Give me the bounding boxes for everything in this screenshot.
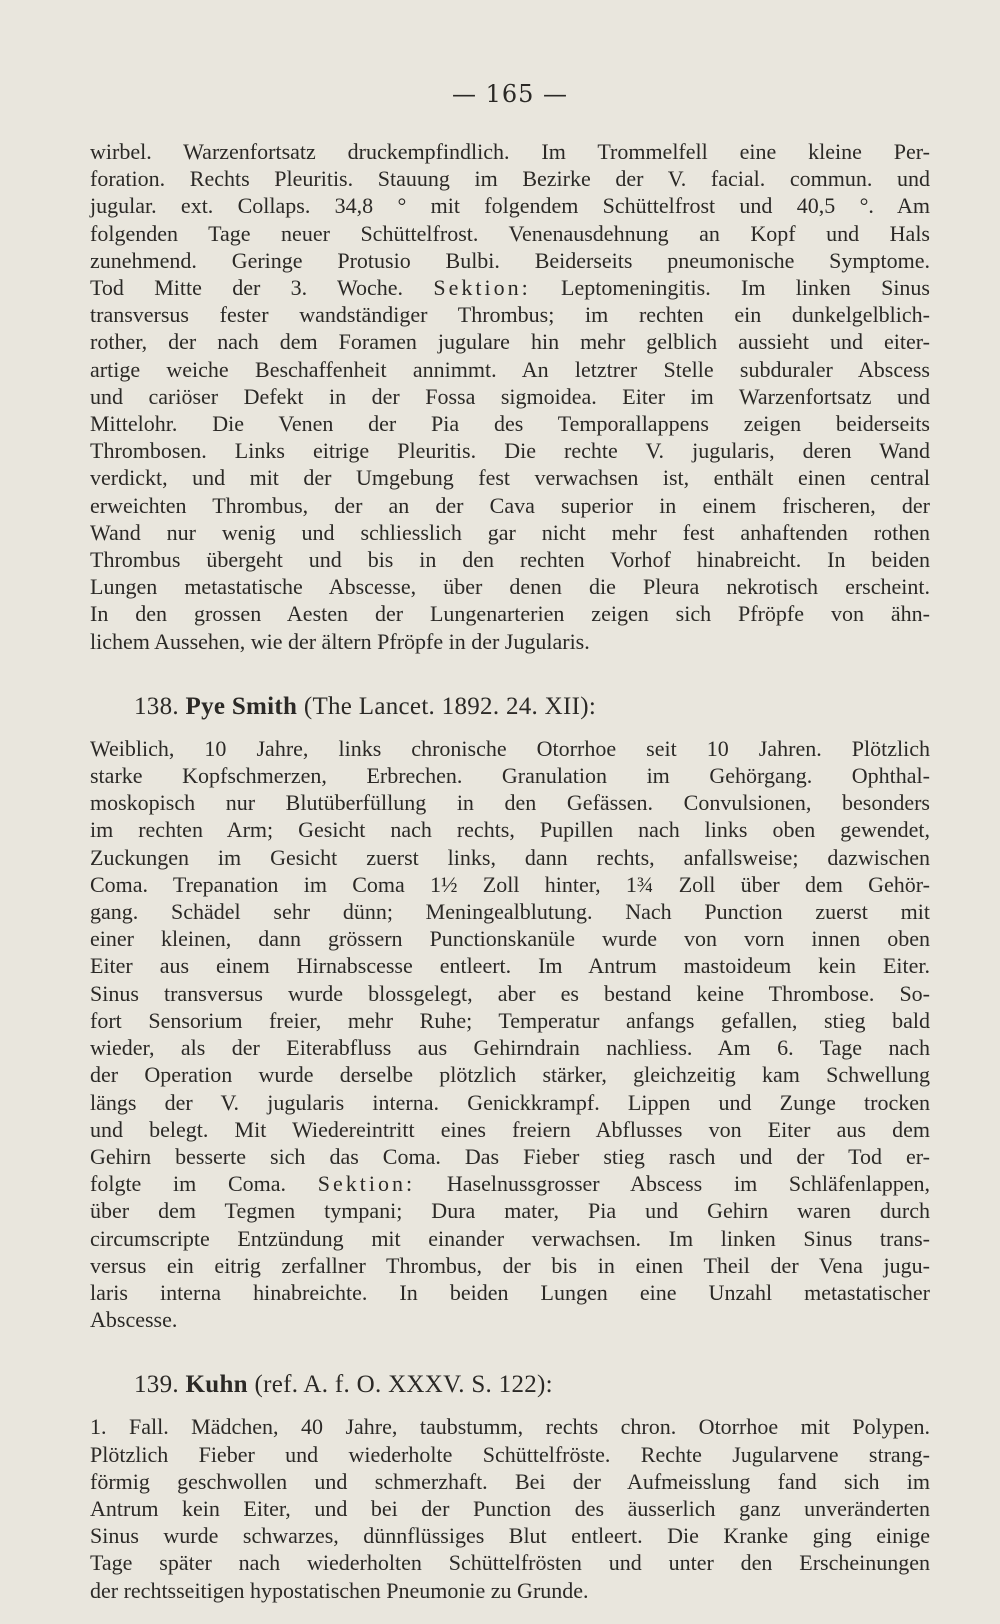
- text-line: Gehirn besserte sich das Coma. Das Fieber stieg rasch und der Tod er-: [90, 1143, 930, 1169]
- case-138-paragraph: [90, 735, 930, 1333]
- text-line: Antrum kein Eiter, und bei der Punction des äusserlich ganz unveränderten: [90, 1495, 930, 1521]
- text-segment: Leptomeningitis. Im linken Sinus: [561, 275, 930, 301]
- text-line: Tage später nach wiederholten Schüttelfrösten und unter den Erscheinungen: [90, 1550, 930, 1576]
- sektion-label: Sektion:: [433, 275, 531, 301]
- text-line-mixed: [90, 274, 930, 301]
- text-line: jugular. ext. Collaps. 34,8 ° mit folgendem Schüttelfrost und 40,5 °. Am: [90, 193, 930, 219]
- text-line: der rechtsseitigen hypostatischen Pneumonie zu Grunde.: [90, 1577, 589, 1603]
- case-number: 138.: [134, 692, 179, 720]
- text-line: In den grossen Aesten der Lungenarterien zeigen sich Pfröpfe von ähn-: [90, 601, 930, 627]
- text-line: artige weiche Beschaffenheit annimmt. An letztrer Stelle subduraler Abscess: [90, 356, 930, 382]
- text-line: Plötzlich Fieber und wiederholte Schüttelfröste. Rechte Jugularvene strang-: [90, 1441, 930, 1467]
- case-author: Pye Smith: [185, 692, 298, 720]
- text-line: 1. Fall. Mädchen, 40 Jahre, taubstumm, rechts chron. Otorrhoe mit Polypen.: [90, 1414, 930, 1440]
- text-line: Thrombus übergeht und bis in den rechten Vorhof hinabreicht. In beiden: [90, 547, 930, 573]
- text-line: Eiter aus einem Hirnabscesse entleert. Im Antrum mastoideum kein Eiter.: [90, 953, 930, 979]
- text-line: Coma. Trepanation im Coma 1½ Zoll hinter, 1¾ Zoll über dem Gehör-: [90, 871, 930, 897]
- text-line: moskopisch nur Blutüberfüllung in den Gefässen. Convulsionen, besonders: [90, 790, 930, 816]
- text-line: Sinus wurde schwarzes, dünnflüssiges Blut entleert. Die Kranke ging einige: [90, 1523, 930, 1549]
- text-line: wirbel. Warzenfortsatz druckempfindlich. Im Trommelfell eine kleine Per-: [90, 139, 930, 164]
- text-line: Sinus transversus wurde blossgelegt, aber es bestand keine Thrombose. So-: [90, 980, 930, 1006]
- text-line: laris interna hinabreichte. In beiden Lungen eine Unzahl metastatischer: [90, 1279, 930, 1305]
- text-line: und belegt. Mit Wiedereintritt eines freiern Abflusses von Eiter aus dem: [90, 1116, 930, 1142]
- text-line: fort Sensorium freier, mehr Ruhe; Temperatur anfangs gefallen, stieg bald: [90, 1007, 930, 1033]
- text-line: längs der V. jugularis interna. Genickkrampf. Lippen und Zunge trocken: [90, 1089, 930, 1115]
- text-segment: Haselnussgrosser Abscess im Schläfenlappen,: [446, 1171, 931, 1197]
- text-line: starke Kopfschmerzen, Erbrechen. Granulation im Gehörgang. Ophthal-: [90, 763, 930, 789]
- text-segment: folgte im Coma.: [90, 1171, 287, 1197]
- text-line: und cariöser Defekt in der Fossa sigmoidea. Eiter im Warzenfortsatz und: [90, 383, 930, 409]
- text-line: Weiblich, 10 Jahre, links chronische Otorrhoe seit 10 Jahren. Plötzlich: [90, 735, 930, 761]
- text-line: der Operation wurde derselbe plötzlich stärker, gleichzeitig kam Schwellung: [90, 1062, 930, 1088]
- case-heading-138: [134, 693, 930, 721]
- case-author: Kuhn: [185, 1371, 248, 1399]
- continuation-paragraph: [90, 138, 930, 655]
- case-heading-139: [134, 1371, 930, 1399]
- sektion-label: Sektion:: [317, 1171, 416, 1197]
- text-line: förmig geschwollen und schmerzhaft. Bei der Aufmeisslung fand sich im: [90, 1468, 930, 1494]
- text-line: gang. Schädel sehr dünn; Meningealblutung. Nach Punction zuerst mit: [90, 899, 930, 925]
- text-line: lichem Aussehen, wie der ältern Pfröpfe in der Jugularis.: [90, 628, 590, 654]
- text-line: verdickt, und mit der Umgebung fest verwachsen ist, enthält einen central: [90, 465, 930, 491]
- text-line: einer kleinen, dann grössern Punctionskanüle wurde von vorn innen oben: [90, 926, 930, 952]
- text-segment: Tod Mitte der 3. Woche.: [90, 275, 404, 301]
- text-line: Zuckungen im Gesicht zuerst links, dann rechts, anfallsweise; dazwischen: [90, 844, 930, 870]
- text-line: erweichten Thrombus, der an der Cava superior in einem frischeren, der: [90, 492, 930, 518]
- text-line: rother, der nach dem Foramen jugulare hin mehr gelblich aussieht und eiter-: [90, 329, 930, 355]
- case-reference: (ref. A. f. O. XXXV. S. 122):: [254, 1371, 553, 1399]
- text-line: über dem Tegmen tympani; Dura mater, Pia und Gehirn waren durch: [90, 1198, 930, 1224]
- text-line: circumscripte Entzündung mit einander verwachsen. Im linken Sinus trans-: [90, 1225, 930, 1251]
- case-number: 139.: [134, 1371, 179, 1399]
- text-line: Thrombosen. Links eitrige Pleuritis. Die rechte V. jugularis, deren Wand: [90, 438, 930, 464]
- text-line: Mittelohr. Die Venen der Pia des Temporallappens zeigen beiderseits: [90, 411, 930, 437]
- text-line-mixed: [90, 1170, 930, 1197]
- text-line: versus ein eitrig zerfallner Thrombus, der bis in einen Theil der Vena jugu-: [90, 1252, 930, 1278]
- text-line: transversus fester wandständiger Thrombus; im rechten ein dunkelgelblich-: [90, 302, 930, 328]
- text-line: wieder, als der Eiterabfluss aus Gehirndrain nachliess. Am 6. Tage nach: [90, 1035, 930, 1061]
- case-139-paragraph: [90, 1413, 930, 1603]
- page-number: — 165 —: [451, 80, 569, 108]
- text-line: Wand nur wenig und schliesslich gar nicht mehr fest anhaftenden rothen: [90, 519, 930, 545]
- text-line: Lungen metastatische Abscesse, über denen die Pleura nekrotisch erscheint.: [90, 574, 930, 600]
- case-reference: (The Lancet. 1892. 24. XII):: [303, 692, 597, 720]
- text-line: Abscesse.: [90, 1307, 178, 1333]
- text-line: folgenden Tage neuer Schüttelfrost. Venenausdehnung an Kopf und Hals: [90, 220, 930, 246]
- text-line: foration. Rechts Pleuritis. Stauung im Bezirke der V. facial. commun. und: [90, 166, 930, 192]
- text-line: im rechten Arm; Gesicht nach rechts, Pupillen nach links oben gewendet,: [90, 817, 930, 843]
- text-line: zunehmend. Geringe Protusio Bulbi. Beiderseits pneumonische Symptome.: [90, 247, 930, 273]
